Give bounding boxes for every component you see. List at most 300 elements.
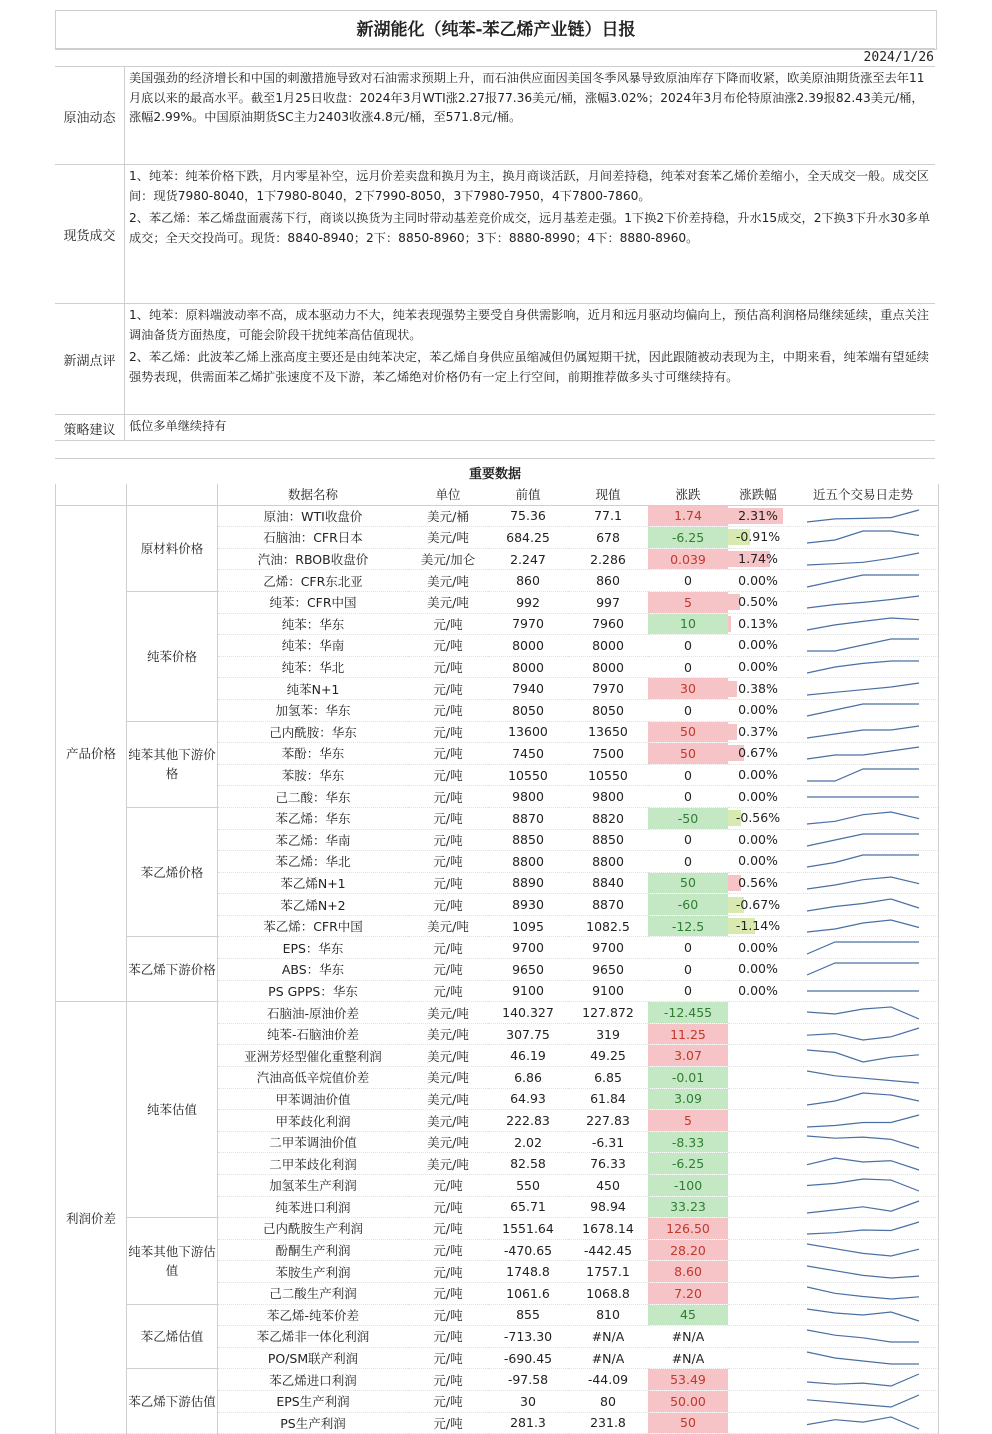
- row-prev: 9800: [488, 786, 568, 808]
- row-name: PS GPPS：华东: [218, 980, 409, 1002]
- row-prev: -690.45: [488, 1347, 568, 1369]
- trend-cell: [788, 527, 939, 549]
- sparkline: [803, 960, 923, 978]
- row-unit: 元/吨: [408, 980, 488, 1002]
- row-unit: 美元/吨: [408, 591, 488, 613]
- row-cur: 13650: [568, 721, 648, 743]
- row-unit: 美元/吨: [408, 1088, 488, 1110]
- row-unit: 元/吨: [408, 1282, 488, 1304]
- row-cur: 7500: [568, 743, 648, 765]
- text-block: [55, 164, 935, 304]
- sparkline: [803, 723, 923, 741]
- sparkline-path: [807, 1417, 919, 1429]
- sparkline-path: [807, 1201, 919, 1213]
- sparkline: [803, 701, 923, 719]
- row-cur: 450: [568, 1175, 648, 1197]
- row-unit: 元/吨: [408, 1218, 488, 1240]
- row-pct: [728, 699, 788, 721]
- row-name: 二甲苯调油价值: [218, 1131, 409, 1153]
- block-paragraph: 1、纯苯：原料端波动率不高，成本驱动力不大，纯苯表现强势主要受自身供需影响，近月和远月驱动均偏向上，预估高利润格局继续延续，重点关注调油备货方面热度，可能会阶段干扰纯苯高估值现状。: [129, 308, 929, 342]
- row-unit: 美元/加仑: [408, 548, 488, 570]
- sparkline-path: [807, 1115, 919, 1127]
- row-unit: 美元/吨: [408, 1153, 488, 1175]
- row-pct: [728, 1110, 788, 1132]
- sparkline: [803, 680, 923, 698]
- row-unit: 美元/吨: [408, 1002, 488, 1024]
- trend-cell: [788, 635, 939, 657]
- sparkline: [803, 766, 923, 784]
- row-cur: 6.85: [568, 1067, 648, 1089]
- trend-cell: [788, 764, 939, 786]
- group-label: 苯乙烯下游估值: [127, 1369, 218, 1434]
- sparkline: [803, 572, 923, 590]
- group-label: 苯乙烯下游价格: [127, 937, 218, 1002]
- block-label: 策略建议: [55, 415, 125, 441]
- pct-value: 0.50%: [738, 594, 778, 610]
- pct-value: 2.31%: [738, 507, 778, 523]
- report-title: 新湖能化（纯苯-苯乙烯产业链）日报: [55, 10, 937, 50]
- trend-cell: [788, 829, 939, 851]
- row-cur: 319: [568, 1023, 648, 1045]
- sparkline: [803, 1327, 923, 1345]
- row-name: 己内酰胺：华东: [218, 721, 409, 743]
- group-label: 苯乙烯价格: [127, 807, 218, 937]
- row-unit: 元/吨: [408, 786, 488, 808]
- row-prev: 222.83: [488, 1110, 568, 1132]
- table-row: [56, 1002, 939, 1024]
- trend-cell: [788, 851, 939, 873]
- row-prev: 10550: [488, 764, 568, 786]
- sparkline-path: [807, 1244, 919, 1256]
- sparkline: [803, 896, 923, 914]
- trend-cell: [788, 980, 939, 1002]
- row-name: 原油：WTI收盘价: [218, 505, 409, 527]
- sparkline: [803, 1155, 923, 1173]
- row-pct: [728, 1390, 788, 1412]
- row-pct: [728, 1045, 788, 1067]
- sparkline-path: [807, 942, 919, 954]
- sparkline: [803, 982, 923, 1000]
- trend-cell: [788, 656, 939, 678]
- row-cur: 678: [568, 527, 648, 549]
- row-pct: [728, 1088, 788, 1110]
- row-change: 3.09: [648, 1088, 728, 1110]
- row-name: 苯乙烯非一体化利润: [218, 1326, 409, 1348]
- row-unit: 美元/吨: [408, 570, 488, 592]
- row-name: 苯乙烯：华北: [218, 851, 409, 873]
- group-label: 纯苯其他下游价格: [127, 721, 218, 807]
- table-row: [56, 591, 939, 613]
- trend-cell: [788, 1304, 939, 1326]
- header-trend: 近五个交易日走势: [788, 484, 939, 505]
- row-change: 50: [648, 872, 728, 894]
- category-label: 利润价差: [56, 1002, 127, 1434]
- row-name: 己二酸生产利润: [218, 1282, 409, 1304]
- row-change: -100: [648, 1175, 728, 1197]
- row-cur: 9100: [568, 980, 648, 1002]
- sparkline: [803, 744, 923, 762]
- row-prev: 860: [488, 570, 568, 592]
- block-label: 原油动态: [55, 67, 125, 165]
- row-name: 苯乙烯-纯苯价差: [218, 1304, 409, 1326]
- row-pct: [728, 937, 788, 959]
- row-unit: 元/吨: [408, 699, 488, 721]
- row-prev: 1748.8: [488, 1261, 568, 1283]
- row-unit: 元/吨: [408, 721, 488, 743]
- sparkline: [803, 1371, 923, 1389]
- row-change: 50: [648, 1412, 728, 1434]
- row-unit: 元/吨: [408, 656, 488, 678]
- row-change: 3.07: [648, 1045, 728, 1067]
- row-unit: 元/吨: [408, 743, 488, 765]
- sparkline-path: [807, 661, 919, 673]
- sparkline-path: [807, 877, 919, 889]
- sparkline-path: [807, 899, 919, 911]
- row-name: 亚洲芳烃型催化重整利润: [218, 1045, 409, 1067]
- row-pct: [728, 548, 788, 570]
- sparkline: [803, 1241, 923, 1259]
- pct-value: 0.13%: [738, 615, 778, 631]
- sparkline: [803, 1112, 923, 1130]
- row-name: 苯胺：华东: [218, 764, 409, 786]
- row-change: #N/A: [648, 1326, 728, 1348]
- trend-cell: [788, 699, 939, 721]
- row-cur: 1678.14: [568, 1218, 648, 1240]
- trend-cell: [788, 959, 939, 981]
- row-change: 1.74: [648, 505, 728, 527]
- pct-value: 0.00%: [738, 961, 778, 977]
- block-paragraph: 美国强劲的经济增长和中国的刺激措施导致对石油需求预期上升，而石油供应面因美国冬季风暴导致原油库存下降而收紧，欧美原油期货涨至去年11月底以来的最高水平。截至1月25日收盘：2024年3月WTI涨2.27报77.36美元/桶，涨幅3.02%；2024年3月布伦特原油涨2.39报82.43美元/桶，涨幅2.99%。中国原油期货SC主力2403收涨4.8元/桶，至571.8元/桶。: [129, 71, 925, 124]
- row-unit: 美元/桶: [408, 505, 488, 527]
- row-pct: [728, 1369, 788, 1391]
- table-row: [56, 721, 939, 743]
- row-prev: 64.93: [488, 1088, 568, 1110]
- sparkline-path: [807, 812, 919, 824]
- pct-value: 0.00%: [738, 982, 778, 998]
- row-name: 苯乙烯：华南: [218, 829, 409, 851]
- row-cur: 8050: [568, 699, 648, 721]
- pct-value: 0.00%: [738, 767, 778, 783]
- table-row: [56, 807, 939, 829]
- pct-value: 0.00%: [738, 788, 778, 804]
- trend-cell: [788, 894, 939, 916]
- row-prev: 46.19: [488, 1045, 568, 1067]
- row-name: 苯乙烯进口利润: [218, 1369, 409, 1391]
- row-cur: 61.84: [568, 1088, 648, 1110]
- sparkline: [803, 1392, 923, 1410]
- trend-cell: [788, 570, 939, 592]
- row-pct: [728, 570, 788, 592]
- trend-cell: [788, 872, 939, 894]
- pct-bar: [728, 616, 731, 632]
- row-prev: 8000: [488, 656, 568, 678]
- block-text: [129, 417, 931, 440]
- section-title: 重要数据: [468, 467, 521, 482]
- row-unit: 元/吨: [408, 851, 488, 873]
- table-row: [56, 505, 939, 527]
- group-label: 苯乙烯估值: [127, 1304, 218, 1369]
- row-change: 0: [648, 656, 728, 678]
- trend-cell: [788, 721, 939, 743]
- sparkline: [803, 874, 923, 892]
- trend-cell: [788, 1067, 939, 1089]
- row-pct: [728, 894, 788, 916]
- table-row: [56, 1369, 939, 1391]
- row-prev: 8800: [488, 851, 568, 873]
- pct-value: 0.00%: [738, 659, 778, 675]
- block-text: [129, 69, 931, 131]
- row-name: 苯乙烯N+1: [218, 872, 409, 894]
- row-prev: 7970: [488, 613, 568, 635]
- sparkline: [803, 1219, 923, 1237]
- row-prev: 8890: [488, 872, 568, 894]
- sparkline-path: [807, 1395, 919, 1407]
- row-prev: 140.327: [488, 1002, 568, 1024]
- pct-value: 0.00%: [738, 637, 778, 653]
- row-prev: 992: [488, 591, 568, 613]
- trend-cell: [788, 613, 939, 635]
- row-name: 汽油：RBOB收盘价: [218, 548, 409, 570]
- row-unit: 元/吨: [408, 829, 488, 851]
- row-change: 33.23: [648, 1196, 728, 1218]
- sparkline: [803, 1414, 923, 1432]
- row-prev: 82.58: [488, 1153, 568, 1175]
- trend-cell: [788, 937, 939, 959]
- row-unit: 元/吨: [408, 764, 488, 786]
- table-row: [56, 937, 939, 959]
- row-unit: 元/吨: [408, 872, 488, 894]
- sparkline: [803, 658, 923, 676]
- trend-cell: [788, 1131, 939, 1153]
- sparkline-path: [807, 531, 919, 543]
- sparkline-path: [807, 1050, 919, 1062]
- row-name: 苯乙烯：CFR中国: [218, 915, 409, 937]
- row-change: -12.5: [648, 915, 728, 937]
- row-pct: [728, 1002, 788, 1024]
- row-pct: [728, 613, 788, 635]
- row-unit: 元/吨: [408, 937, 488, 959]
- row-pct: [728, 959, 788, 981]
- pct-bar: [728, 724, 737, 740]
- pct-value: -1.14%: [735, 918, 781, 934]
- group-label: 原材料价格: [127, 505, 218, 591]
- trend-cell: [788, 1045, 939, 1067]
- row-prev: 6.86: [488, 1067, 568, 1089]
- row-prev: 30: [488, 1390, 568, 1412]
- row-cur: 2.286: [568, 548, 648, 570]
- row-unit: 元/吨: [408, 807, 488, 829]
- trend-cell: [788, 1110, 939, 1132]
- sparkline: [803, 507, 923, 525]
- text-block: [55, 66, 935, 165]
- row-name: 纯苯进口利润: [218, 1196, 409, 1218]
- row-change: 28.20: [648, 1239, 728, 1261]
- row-name: 汽油高低辛烷值价差: [218, 1067, 409, 1089]
- row-change: 0: [648, 980, 728, 1002]
- row-change: 30: [648, 678, 728, 700]
- sparkline-path: [807, 1007, 919, 1019]
- sparkline-path: [807, 1330, 919, 1342]
- sparkline-path: [807, 510, 919, 522]
- row-unit: 元/吨: [408, 678, 488, 700]
- sparkline-path: [807, 575, 919, 587]
- trend-cell: [788, 1175, 939, 1197]
- trend-cell: [788, 591, 939, 613]
- row-name: 石脑油：CFR日本: [218, 527, 409, 549]
- row-name: ABS：华东: [218, 959, 409, 981]
- row-cur: -442.45: [568, 1239, 648, 1261]
- pct-value: -0.67%: [735, 896, 781, 912]
- row-cur: 8870: [568, 894, 648, 916]
- row-change: 0: [648, 764, 728, 786]
- data-table: [55, 484, 939, 1434]
- row-pct: [728, 505, 788, 527]
- header-name: 数据名称: [218, 484, 409, 505]
- row-change: #N/A: [648, 1347, 728, 1369]
- row-cur: #N/A: [568, 1347, 648, 1369]
- row-unit: 美元/吨: [408, 1023, 488, 1045]
- row-prev: 855: [488, 1304, 568, 1326]
- trend-cell: [788, 1390, 939, 1412]
- block-paragraph: 低位多单继续持有: [129, 419, 227, 433]
- row-cur: 98.94: [568, 1196, 648, 1218]
- row-prev: 1551.64: [488, 1218, 568, 1240]
- sparkline-path: [807, 1374, 919, 1386]
- row-pct: [728, 764, 788, 786]
- trend-cell: [788, 1002, 939, 1024]
- row-pct: [728, 786, 788, 808]
- trend-cell: [788, 548, 939, 570]
- row-change: 0: [648, 786, 728, 808]
- row-pct: [728, 829, 788, 851]
- trend-cell: [788, 1153, 939, 1175]
- row-name: 二甲苯歧化利润: [218, 1153, 409, 1175]
- row-cur: #N/A: [568, 1326, 648, 1348]
- row-prev: 65.71: [488, 1196, 568, 1218]
- row-change: 50.00: [648, 1390, 728, 1412]
- sparkline-path: [807, 1352, 919, 1364]
- row-prev: 75.36: [488, 505, 568, 527]
- sparkline-path: [807, 1093, 919, 1105]
- header-pct: 涨跌幅: [728, 484, 788, 505]
- row-prev: 8050: [488, 699, 568, 721]
- row-name: 乙烯：CFR东北亚: [218, 570, 409, 592]
- row-unit: 元/吨: [408, 1239, 488, 1261]
- row-prev: 1095: [488, 915, 568, 937]
- sparkline: [803, 917, 923, 935]
- sparkline: [803, 939, 923, 957]
- row-name: 石脑油-原油价差: [218, 1002, 409, 1024]
- trend-cell: [788, 505, 939, 527]
- row-cur: 810: [568, 1304, 648, 1326]
- pct-value: 0.00%: [738, 853, 778, 869]
- trend-cell: [788, 786, 939, 808]
- row-pct: [728, 721, 788, 743]
- pct-value: 0.38%: [738, 680, 778, 696]
- row-name: 纯苯：CFR中国: [218, 591, 409, 613]
- row-pct: [728, 851, 788, 873]
- sparkline-path: [807, 726, 919, 738]
- row-pct: [728, 635, 788, 657]
- sparkline: [803, 615, 923, 633]
- row-change: 5: [648, 591, 728, 613]
- row-prev: 8000: [488, 635, 568, 657]
- row-pct: [728, 1218, 788, 1240]
- row-change: 0: [648, 851, 728, 873]
- sparkline-path: [807, 1266, 919, 1278]
- sparkline-path: [807, 1222, 919, 1234]
- row-cur: 77.1: [568, 505, 648, 527]
- block-text: [129, 167, 931, 251]
- sparkline-path: [807, 1136, 919, 1148]
- row-change: 0: [648, 829, 728, 851]
- table-row: [56, 1218, 939, 1240]
- row-change: 0: [648, 937, 728, 959]
- row-prev: 307.75: [488, 1023, 568, 1045]
- sparkline-path: [807, 596, 919, 608]
- row-unit: 美元/吨: [408, 1067, 488, 1089]
- group-label: 纯苯估值: [127, 1002, 218, 1218]
- sparkline-path: [807, 747, 919, 759]
- row-cur: -6.31: [568, 1131, 648, 1153]
- sparkline-path: [807, 1071, 919, 1083]
- pct-value: 0.37%: [738, 723, 778, 739]
- sparkline-path: [807, 855, 919, 867]
- trend-cell: [788, 915, 939, 937]
- sparkline: [803, 1176, 923, 1194]
- row-prev: 9700: [488, 937, 568, 959]
- row-cur: 860: [568, 570, 648, 592]
- row-cur: 8000: [568, 635, 648, 657]
- row-unit: 元/吨: [408, 1175, 488, 1197]
- row-cur: 1068.8: [568, 1282, 648, 1304]
- trend-cell: [788, 678, 939, 700]
- row-pct: [728, 1175, 788, 1197]
- sparkline: [803, 528, 923, 546]
- category-label: 产品价格: [56, 505, 127, 1002]
- sparkline-path: [807, 963, 919, 975]
- row-cur: 80: [568, 1390, 648, 1412]
- row-cur: 9800: [568, 786, 648, 808]
- sparkline-path: [807, 1028, 919, 1040]
- row-prev: 13600: [488, 721, 568, 743]
- row-name: 纯苯：华北: [218, 656, 409, 678]
- row-unit: 元/吨: [408, 1390, 488, 1412]
- text-block: [55, 414, 935, 441]
- header-group: [127, 484, 218, 505]
- sparkline-path: [807, 834, 919, 846]
- row-unit: 元/吨: [408, 635, 488, 657]
- sparkline: [803, 1090, 923, 1108]
- text-block: [55, 303, 935, 415]
- block-label: 新湖点评: [55, 304, 125, 415]
- sparkline-path: [807, 920, 919, 932]
- pct-value: 0.56%: [738, 874, 778, 890]
- row-name: 苯乙烯：华东: [218, 807, 409, 829]
- pct-value: -0.91%: [735, 529, 781, 545]
- row-pct: [728, 872, 788, 894]
- row-cur: 1082.5: [568, 915, 648, 937]
- pct-value: 0.00%: [738, 572, 778, 588]
- row-prev: 281.3: [488, 1412, 568, 1434]
- row-name: 苯酚：华东: [218, 743, 409, 765]
- group-label: 纯苯价格: [127, 591, 218, 721]
- sparkline: [803, 1133, 923, 1151]
- sparkline: [803, 1025, 923, 1043]
- row-change: -60: [648, 894, 728, 916]
- row-cur: 8850: [568, 829, 648, 851]
- block-text: [129, 306, 931, 390]
